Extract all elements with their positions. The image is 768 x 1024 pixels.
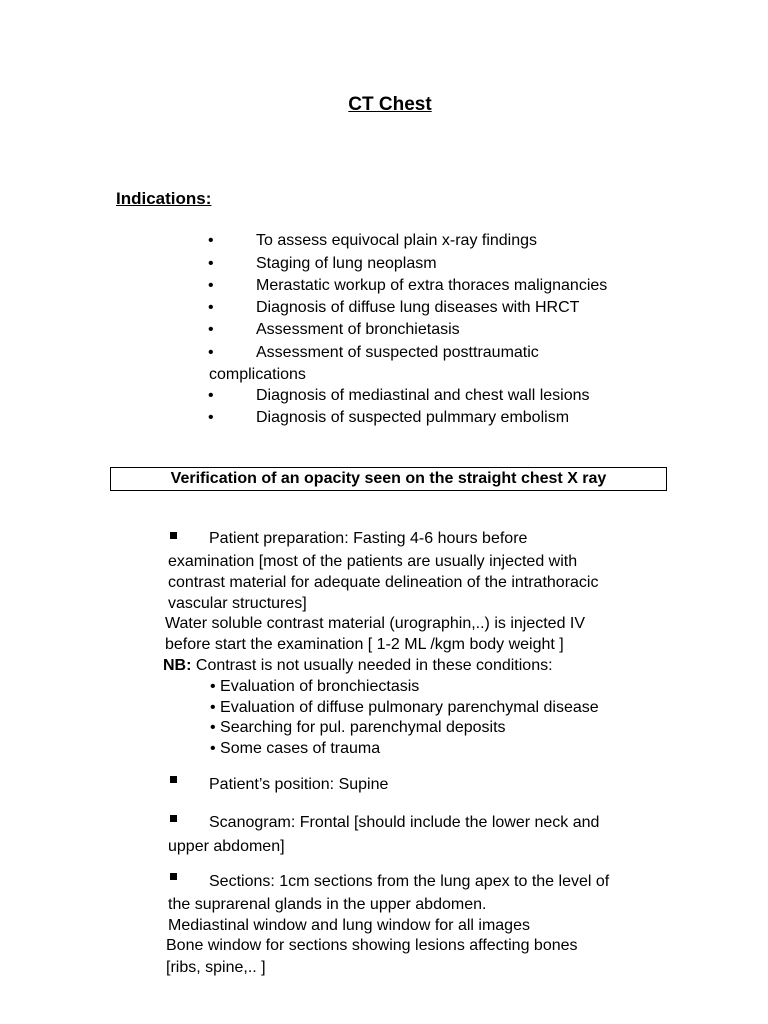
position-line: Patient’s position: Supine	[209, 776, 389, 793]
sections-line: Bone window for sections showing lesions affecting bones	[166, 937, 578, 954]
list-item-continuation: complications	[209, 366, 306, 383]
bullet-icon: •	[208, 277, 214, 294]
bullet-icon: •	[208, 299, 214, 316]
list-item: To assess equivocal plain x-ray findings	[256, 232, 538, 249]
list-item: Diagnosis of mediastinal and chest wall lesions	[256, 387, 590, 404]
list-item: Staging of lung neoplasm	[256, 255, 437, 272]
condition-item: • Some cases of trauma	[210, 740, 381, 757]
list-item: Diagnosis of diffuse lung diseases with HRCT	[256, 299, 580, 316]
sections-line: Mediastinal window and lung window for all images	[168, 917, 530, 934]
bullet-icon: •	[208, 255, 214, 272]
nb-label: NB:	[163, 657, 192, 674]
bullet-icon: •	[208, 321, 214, 338]
nb-note	[163, 657, 553, 675]
contrast-line: before start the examination [ 1-2 ML /kgm body weight ]	[165, 636, 564, 653]
square-bullet-icon	[170, 815, 177, 822]
sections-line: [ribs, spine,.. ]	[166, 959, 266, 976]
bullet-icon: •	[208, 232, 214, 249]
scanogram-line: upper abdomen]	[168, 838, 285, 855]
sections-line: Sections: 1cm sections from the lung apex to the level of	[209, 873, 610, 890]
preparation-line: vascular structures]	[168, 595, 307, 612]
bullet-icon: •	[208, 409, 214, 426]
sections-line: the suprarenal glands in the upper abdomen.	[168, 896, 487, 913]
square-bullet-icon	[170, 776, 177, 783]
indications-heading: Indications:	[116, 189, 212, 208]
square-bullet-icon	[170, 873, 177, 880]
list-item: Diagnosis of suspected pulmmary embolism	[256, 409, 570, 426]
list-item: Assessment of suspected posttraumatic	[256, 344, 539, 361]
list-item: Merastatic workup of extra thoraces malignancies	[256, 277, 608, 294]
bullet-icon: •	[208, 344, 214, 361]
condition-item: • Evaluation of bronchiectasis	[210, 678, 420, 695]
page-title: CT Chest	[348, 94, 432, 115]
list-item: Assessment of bronchietasis	[256, 321, 460, 338]
scanogram-line: Scanogram: Frontal [should include the lower neck and	[209, 814, 600, 831]
condition-item: • Searching for pul. parenchymal deposits	[210, 719, 506, 736]
bullet-icon: •	[208, 387, 214, 404]
condition-item: • Evaluation of diffuse pulmonary parenchymal disease	[210, 699, 599, 716]
nb-text: Contrast is not usually needed in these conditions:	[191, 657, 553, 674]
square-bullet-icon	[170, 532, 177, 539]
preparation-line: contrast material for adequate delineation of the intrathoracic	[168, 574, 599, 591]
contrast-line: Water soluble contrast material (urographin,..) is injected IV	[165, 615, 586, 632]
preparation-line: Patient preparation: Fasting 4-6 hours before	[209, 530, 528, 547]
preparation-line: examination [most of the patients are usually injected with	[168, 553, 578, 570]
section-box-title: Verification of an opacity seen on the straight chest X ray	[110, 467, 667, 491]
